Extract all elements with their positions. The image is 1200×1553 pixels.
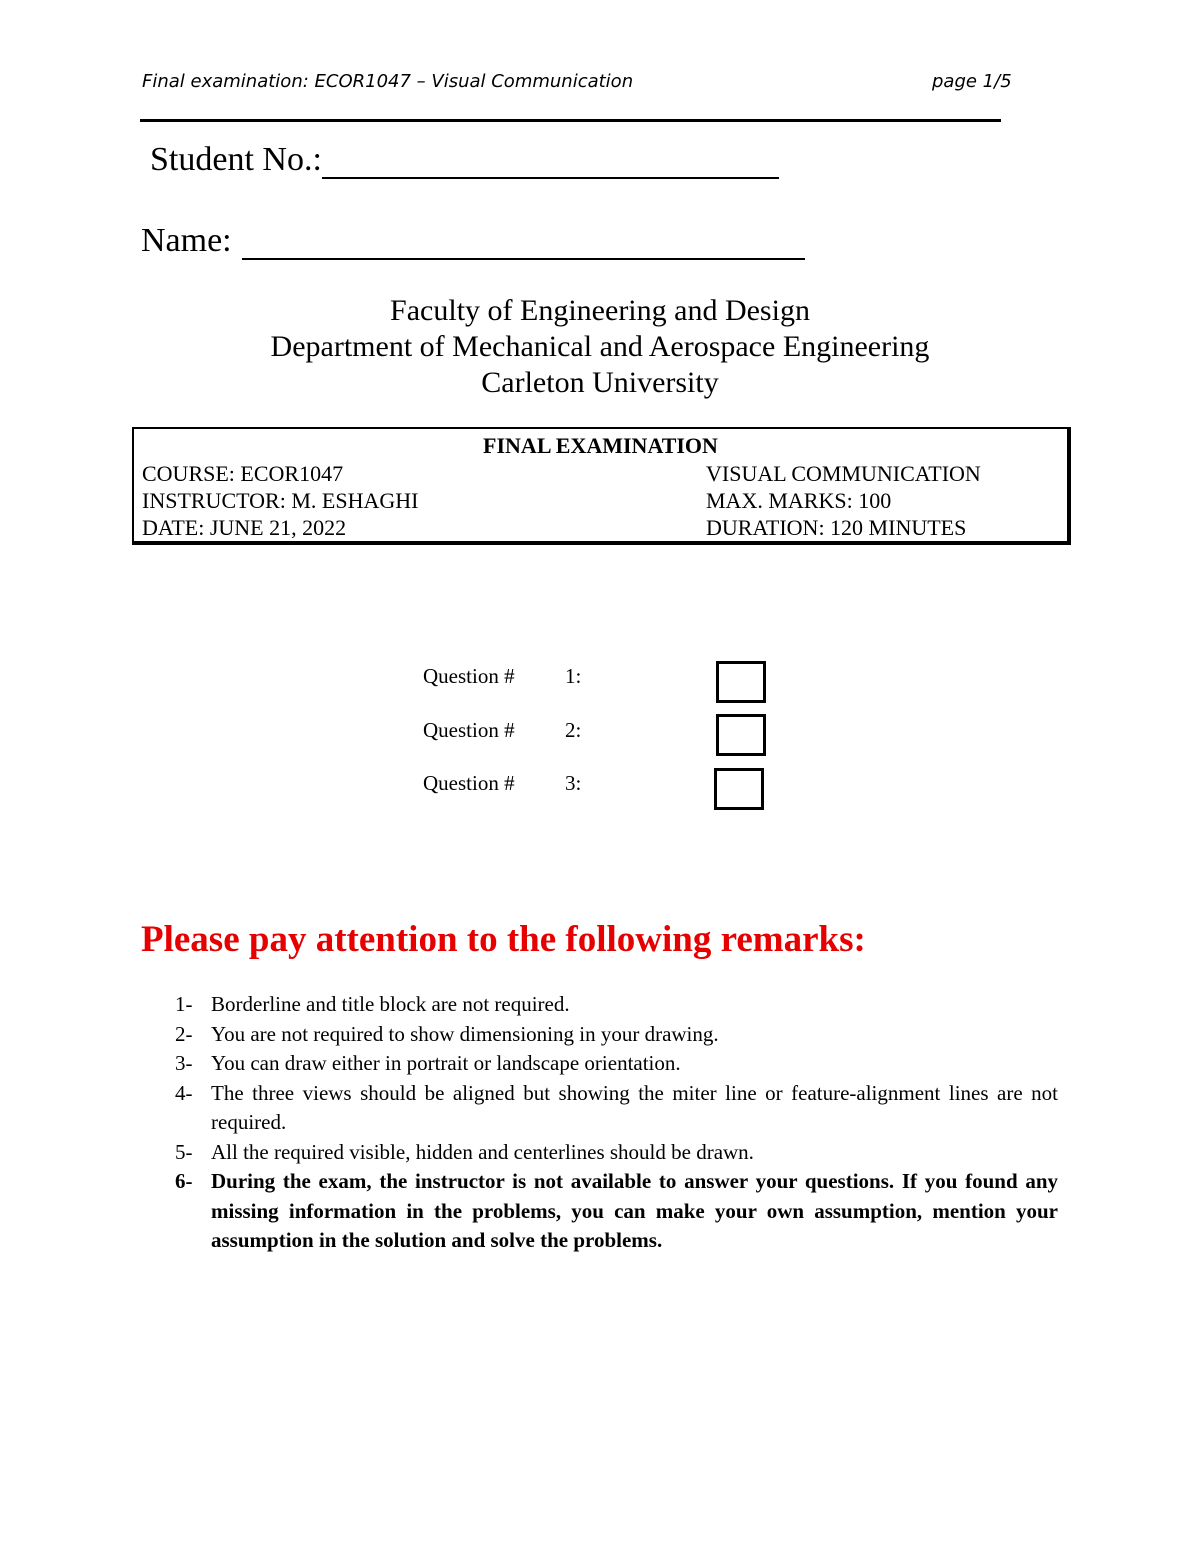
question-score-box[interactable] (716, 661, 766, 703)
remark-text: All the required visible, hidden and centerlines should be drawn. (211, 1139, 754, 1164)
header-divider (140, 119, 1001, 122)
name-row (141, 222, 805, 260)
university-name: Carleton University (481, 366, 719, 399)
student-no-row (150, 141, 779, 179)
student-no-field[interactable] (322, 149, 779, 179)
remark-text: Borderline and title block are not required. (211, 992, 570, 1016)
question-score-box[interactable] (714, 768, 764, 810)
remark-text: You are not required to show dimensioning in your drawing. (211, 1021, 719, 1046)
remark-number: 1- (175, 992, 193, 1016)
student-no-label: Student No.: (150, 141, 322, 178)
question-number: 1: (565, 664, 582, 688)
remark-number: 2- (175, 1021, 193, 1046)
faculty-name: Faculty of Engineering and Design (390, 294, 810, 327)
question-label: Question # (423, 718, 515, 742)
exam-date: DATE: JUNE 21, 2022 (142, 515, 347, 540)
page-header-title: Final examination: ECOR1047 – Visual Communication (142, 71, 634, 92)
max-marks: MAX. MARKS: 100 (706, 488, 892, 513)
question-label: Question # (423, 771, 515, 795)
page-number: page 1/5 (932, 71, 1012, 92)
list-item (175, 1138, 1058, 1168)
question-score-box[interactable] (716, 714, 766, 756)
name-field[interactable] (242, 230, 805, 260)
course-code: COURSE: ECOR1047 (142, 461, 344, 486)
remark-text: The three views should be aligned but showing the miter line or feature-alignment lines are not required. (211, 1080, 1058, 1134)
list-item (175, 1167, 1058, 1256)
question-number: 2: (565, 718, 582, 742)
exam-info-box (132, 427, 1071, 545)
name-label: Name: (141, 222, 232, 259)
remark-text: During the exam, the instructor is not available to answer your questions. If you found any missing information in the problems, you can make your own assumption, mention your assumption in the solution and solve the problems. (211, 1169, 1058, 1252)
list-item (175, 1020, 1058, 1050)
department-name: Department of Mechanical and Aerospace Engineering (270, 330, 930, 363)
exam-duration: DURATION: 120 MINUTES (706, 515, 967, 540)
course-name: VISUAL COMMUNICATION (706, 461, 981, 486)
list-item (175, 1079, 1058, 1138)
remarks-list (175, 990, 1058, 1256)
remark-number: 4- (175, 1080, 193, 1105)
question-number: 3: (565, 771, 582, 795)
remark-number: 6- (175, 1169, 193, 1193)
question-label: Question # (423, 664, 515, 688)
list-item (175, 1049, 1058, 1079)
exam-title: FINAL EXAMINATION (483, 433, 718, 458)
remarks-heading: Please pay attention to the following remarks: (141, 919, 866, 960)
remark-number: 3- (175, 1051, 193, 1075)
remark-text: You can draw either in portrait or landscape orientation. (211, 1051, 681, 1075)
instructor: INSTRUCTOR: M. ESHAGHI (142, 488, 419, 513)
list-item (175, 990, 1058, 1020)
remark-number: 5- (175, 1139, 193, 1164)
